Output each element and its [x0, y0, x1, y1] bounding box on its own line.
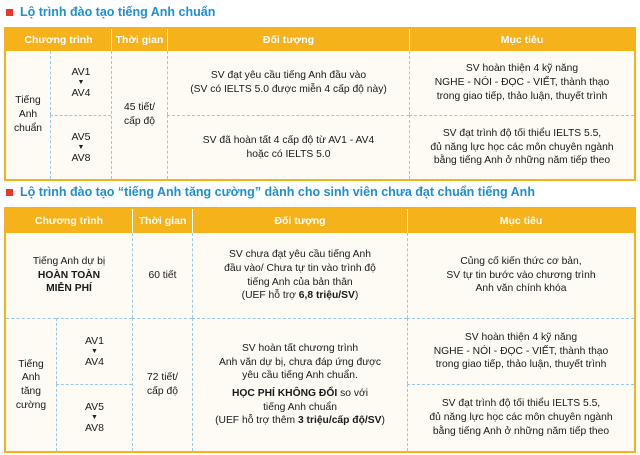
target-line: SV đã hoàn tất 4 cấp độ từ AV1 - AV4 — [202, 134, 375, 146]
level-end: AV8 — [71, 151, 91, 164]
down-arrow-icon: ▼ — [77, 143, 85, 151]
program-name-line: cường — [15, 399, 47, 411]
support-suffix: ) — [381, 415, 385, 427]
level-range-av5-av8 — [56, 384, 132, 451]
program-enhanced — [6, 318, 56, 451]
target-line: (SV có IELTS 5.0 được miễn 4 cấp độ này) — [190, 84, 387, 95]
duration-line: cấp độ — [124, 116, 155, 127]
standard-english-table — [4, 27, 636, 181]
level-start: AV1 — [84, 334, 105, 347]
bullet-icon — [6, 189, 13, 196]
goal-line: SV tự tin bước vào chương trình — [446, 269, 596, 281]
goal-prep — [407, 233, 634, 318]
target-line: Anh văn dự bị, chưa đáp ứng được — [219, 356, 381, 368]
program-name-line: Anh — [21, 372, 41, 384]
header-goal: Mục tiêu — [407, 209, 634, 233]
header-target: Đối tượng — [192, 209, 407, 233]
level-start: AV5 — [84, 401, 105, 413]
enhanced-english-table — [4, 207, 636, 453]
goal-line: SV hoàn thiện 4 kỹ năng — [465, 63, 579, 75]
down-arrow-icon: ▼ — [91, 347, 98, 355]
support-prefix: (UEF hỗ trợ thêm — [215, 415, 298, 427]
target-line: tiếng Anh chuẩn — [263, 401, 337, 413]
prep-free-line: HOÀN TOÀN — [37, 269, 101, 281]
program-name-line: Anh — [18, 109, 38, 121]
support-line — [224, 289, 376, 303]
target-av1-av4 — [167, 51, 409, 115]
goal-line: đủ năng lực học các môn chuyên ngành — [430, 141, 614, 153]
level-end: AV4 — [84, 355, 105, 368]
level-range-av5-av8 — [50, 115, 111, 179]
level-range-av1-av4 — [50, 51, 111, 115]
target-line: đầu vào/ Chưa tự tin vào trình độ — [224, 262, 376, 274]
section1-title — [6, 2, 215, 22]
target-prep — [192, 233, 407, 318]
program-name-line: Tiếng — [18, 358, 44, 370]
down-arrow-icon: ▼ — [91, 414, 98, 421]
header-target: Đối tượng — [167, 29, 409, 51]
prep-free-line: MIỄN PHÍ — [46, 283, 92, 295]
goal-av5-av8 — [407, 384, 634, 451]
level-range-av1-av4 — [56, 318, 132, 384]
header-duration: Thời gian — [132, 209, 192, 233]
header-program: Chương trình — [6, 29, 111, 51]
header-duration: Thời gian — [111, 29, 167, 51]
target-line: hoặc có IELTS 5.0 — [246, 148, 331, 160]
section2-title-text: Lộ trình đào tạo “tiếng Anh tăng cường” dành cho sinh viên chưa đạt chuẩn tiếng Anh — [20, 185, 535, 199]
level-start: AV1 — [71, 66, 91, 78]
support-amount: 3 triệu/cấp độ/SV — [297, 415, 382, 427]
goal-line: bằng tiếng Anh ở những năm tiếp theo — [433, 155, 611, 167]
support-suffix: ) — [354, 290, 359, 302]
duration-standard — [111, 51, 167, 179]
goal-line: đủ năng lực học các môn chuyên ngành — [429, 412, 613, 424]
section2-title — [6, 182, 535, 202]
target-line: SV chưa đạt yêu cầu tiếng Anh — [229, 249, 371, 261]
goal-line: bằng tiếng Anh ở những năm tiếp theo — [432, 425, 610, 437]
duration-line: cấp độ — [147, 386, 178, 397]
goal-line: Anh văn chính khóa — [475, 283, 567, 295]
level-start: AV5 — [71, 130, 91, 143]
target-line: SV đạt yêu cầu tiếng Anh đầu vào — [210, 70, 367, 82]
support-amount: 6,8 triệu/SV — [298, 290, 355, 302]
prep-name: Tiếng Anh dự bị — [32, 255, 106, 267]
duration-line: 45 tiết/ — [124, 102, 155, 114]
program-name-standard — [6, 51, 50, 179]
duration-enhanced — [132, 318, 192, 451]
goal-av1-av4 — [409, 51, 634, 115]
goal-line: NGHE - NÓI - ĐỌC - VIẾT, thành thạo — [434, 77, 610, 89]
bullet-icon — [6, 9, 13, 16]
header-goal: Mục tiêu — [409, 29, 634, 51]
down-arrow-icon: ▼ — [77, 79, 85, 86]
goal-line: NGHE - NÓI - ĐỌC - VIẾT, thành thạo — [433, 345, 609, 357]
support-line — [215, 414, 385, 428]
duration-line: 72 tiết/ — [147, 372, 178, 384]
program-name-line: chuẩn — [13, 122, 43, 134]
header-program: Chương trình — [6, 209, 132, 233]
goal-line: trong giao tiếp, thảo luận, thuyết trình — [435, 359, 607, 371]
target-line: SV hoàn tất chương trình — [241, 342, 359, 354]
goal-line: trong giao tiếp, thảo luận, thuyết trình — [436, 90, 608, 102]
goal-line: SV hoàn thiện 4 kỹ năng — [464, 331, 578, 343]
duration-prep: 60 tiết — [132, 233, 192, 318]
program-prep — [6, 233, 132, 318]
level-end: AV8 — [84, 422, 105, 434]
support-prefix: (UEF hỗ trợ — [241, 290, 299, 302]
level-end: AV4 — [71, 87, 91, 99]
goal-line: Củng cố kiến thức cơ bản, — [460, 255, 582, 267]
tuition-rest: so với — [337, 388, 369, 399]
goal-line: SV đạt trình độ tối thiểu IELTS 5.5, — [442, 127, 602, 139]
program-name-line: tăng — [20, 386, 42, 397]
tuition-unchanged: HỌC PHÍ KHÔNG ĐỔI — [231, 388, 338, 399]
target-line: yêu cầu tiếng Anh chuẩn. — [242, 370, 358, 382]
goal-av1-av4 — [407, 318, 634, 384]
tuition-line — [215, 387, 385, 401]
section1-title-text: Lộ trình đào tạo tiếng Anh chuẩn — [20, 5, 216, 19]
target-enhanced — [192, 318, 407, 451]
goal-av5-av8 — [409, 115, 634, 179]
program-name-line: Tiếng — [15, 95, 41, 107]
target-av5-av8 — [167, 115, 409, 179]
goal-line: SV đạt trình độ tối thiểu IELTS 5.5, — [441, 398, 601, 410]
target-line: tiếng Anh của bản thân — [247, 276, 353, 288]
